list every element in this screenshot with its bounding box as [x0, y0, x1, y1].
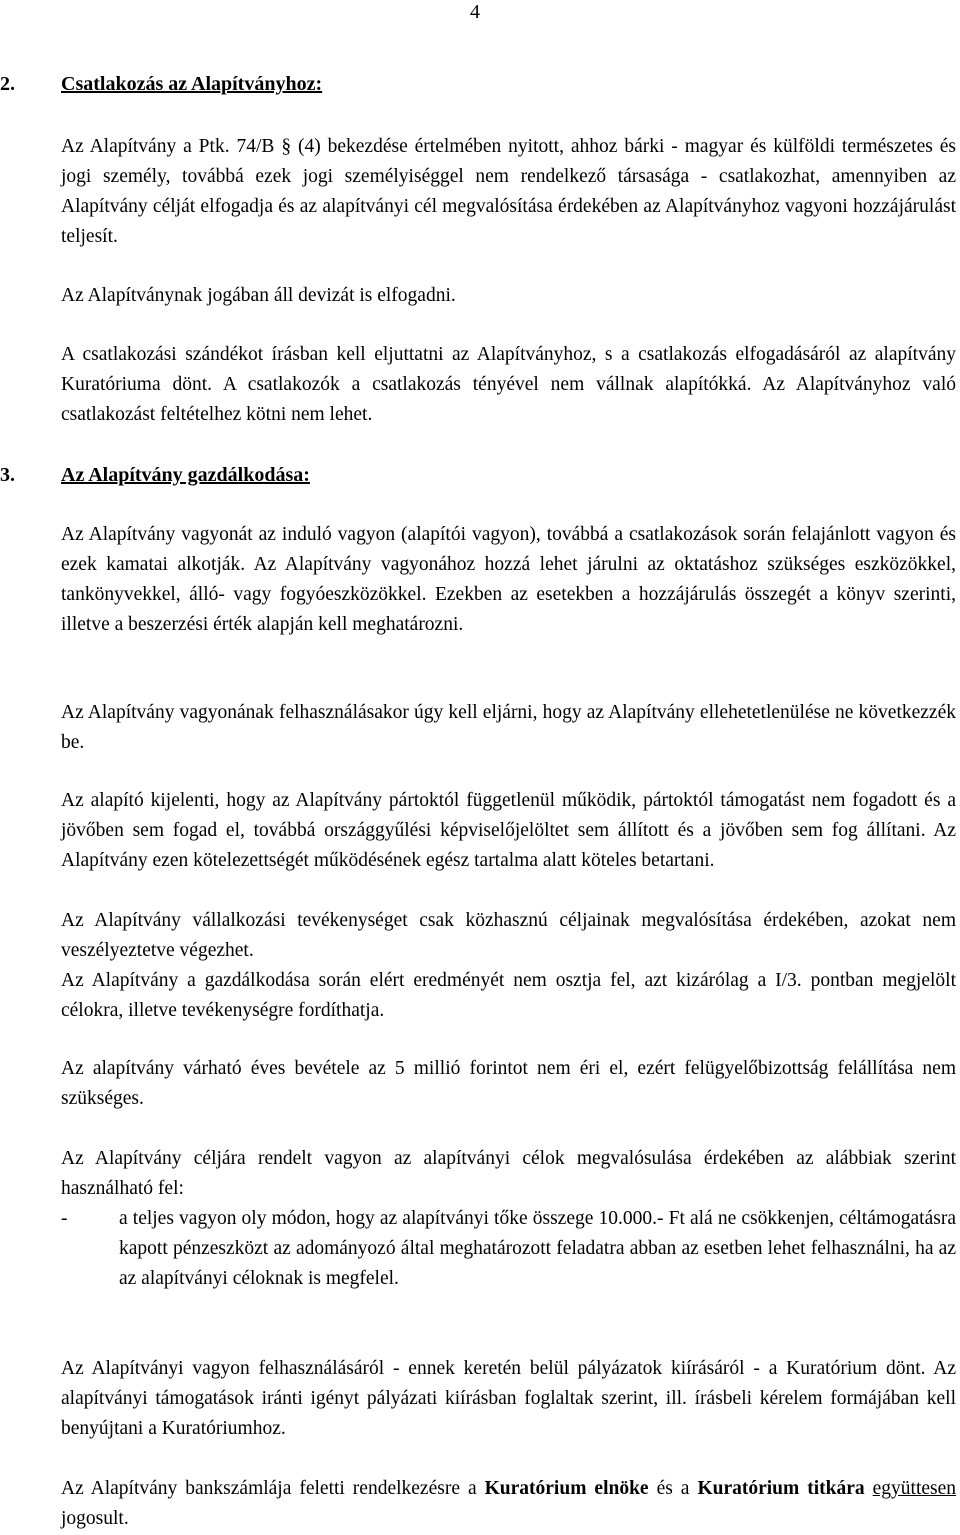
- list-item-text: a teljes vagyon oly módon, hogy az alapítványi tőke összege 10.000.- Ft alá ne csökkenjen, céltámogatásra kapott pénzeszközt az adományozó által meghatározott feladatra abban az esetben lehet felhasználni, ha az az alapítványi céloknak is megfelel.: [119, 1208, 956, 1289]
- section-3-heading: [0, 463, 310, 487]
- section-3-paragraph-2: Az Alapítvány vagyonának felhasználásakor úgy kell eljárni, hogy az Alapítvány ellehetetlenülése ne következzék be.: [61, 702, 956, 753]
- section-3-paragraph-8: Az Alapítványi vagyon felhasználásáról - ennek keretén belül pályázatok kiírásáról - a Kuratórium dönt. Az alapítványi támogatások iránti igényt pályázati kiírásban foglaltak szerint, ill. írásbeli kérelem formájában kell benyújtani a Kuratóriumhoz.: [61, 1358, 956, 1439]
- section-3-paragraph-1: Az Alapítvány vagyonát az induló vagyon (alapítói vagyon), továbbá a csatlakozások során felajánlott vagyon és ezek kamatai alkotják. Az Alapítvány vagyonához hozzá lehet járulni az oktatáshoz szükséges eszközökkel, tankönyvekkel, álló- vagy fogyóeszközökkel. Ezekben az esetekben a hozzájárulás összegét a könyv szerinti, illetve a beszerzési érték alapján kell meghatározni.: [61, 524, 956, 635]
- section-3-title: Az Alapítvány gazdálkodása:: [61, 464, 310, 486]
- list-item: [61, 1204, 956, 1324]
- section-2-paragraph-3: A csatlakozási szándékot írásban kell eljuttatni az Alapítványhoz, s a csatlakozás elfogadásáról az alapítvány Kuratóriuma dönt. A csatlakozók a csatlakozás tényével nem vállnak alapítókká. Az Alapítványhoz való csatlakozást feltételhez kötni nem lehet.: [61, 344, 956, 425]
- section-3-paragraph-3: Az alapító kijelenti, hogy az Alapítvány pártoktól függetlenül működik, pártoktól támogatást nem fogadott és a jövőben sem fogad el, továbbá országgyűlési képviselőjelöltet sem állított és a jövőben sem fog állítani. Az Alapítvány ezen kötelezettségét működésének egész tartalma alatt köteles betartani.: [61, 790, 956, 871]
- section-3-paragraph-6: Az alapítvány várható éves bevétele az 5 millió forintot nem éri el, ezért felügyelőbizottság felállítása nem szükséges.: [61, 1058, 956, 1109]
- paragraph-9-end: jogosult.: [61, 1507, 129, 1529]
- section-3-paragraph-7: Az Alapítvány céljára rendelt vagyon az alapítványi célok megvalósulása érdekében az alábbiak szerint használható fel:: [61, 1148, 956, 1199]
- section-3-paragraph-4: Az Alapítvány vállalkozási tevékenységet csak közhasznú céljainak megvalósítása érdekében, azokat nem veszélyeztetve végezhet.: [61, 910, 956, 961]
- page-number: 4: [470, 1, 480, 23]
- section-2-title: Csatlakozás az Alapítványhoz:: [61, 73, 323, 95]
- list-bullet-dash: -: [61, 1208, 68, 1229]
- secretary-label: Kuratórium titkára: [697, 1478, 865, 1499]
- jointly-label: együttesen: [872, 1478, 957, 1499]
- section-2-heading: [0, 72, 322, 96]
- section-2-number: 2.: [0, 73, 15, 95]
- section-3-number: 3.: [0, 464, 15, 486]
- chairman-label: Kuratórium elnöke: [484, 1478, 649, 1499]
- section-3-paragraph-9: [61, 1474, 956, 1534]
- paragraph-9-mid: és a: [656, 1478, 690, 1499]
- paragraph-9-start: Az Alapítvány bankszámlája feletti rendelkezésre a: [61, 1478, 477, 1499]
- section-3-paragraph-5: Az Alapítvány a gazdálkodása során elért eredményét nem osztja fel, azt kizárólag a I/3. pontban megjelölt célokra, illetve tevékenységre fordíthatja.: [61, 970, 956, 1021]
- section-2-paragraph-2: Az Alapítványnak jogában áll devizát is elfogadni.: [61, 285, 456, 306]
- section-2-paragraph-1: Az Alapítvány a Ptk. 74/B § (4) bekezdése értelmében nyitott, ahhoz bárki - magyar és külföldi természetes és jogi személy, továbbá ezek jogi személyiséggel nem rendelkező társasága - csatlakozhat, amennyiben az Alapítvány célját elfogadja és az alapítványi cél megvalósítása érdekében az Alapítványhoz vagyoni hozzájárulást teljesít.: [61, 136, 956, 247]
